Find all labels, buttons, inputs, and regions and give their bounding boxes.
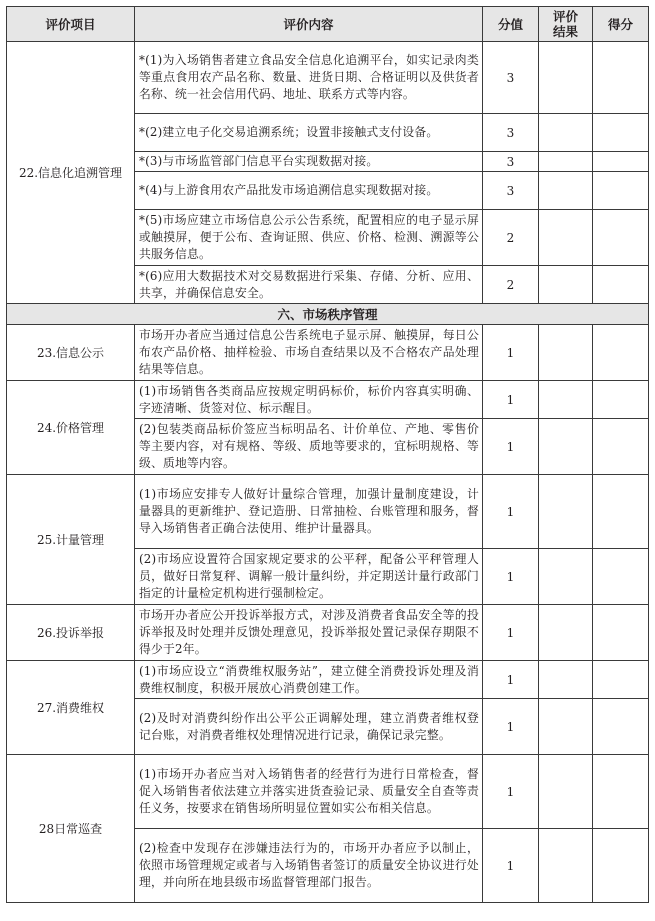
result-cell[interactable] — [539, 172, 593, 210]
result-cell[interactable] — [539, 549, 593, 605]
points-cell[interactable] — [593, 152, 649, 172]
score-28-2: 1 — [483, 829, 539, 903]
content-25-1: (1)市场应安排专人做好计量综合管理，加强计量制度建设，计量器具的更新维护、登记造册、日常抽检、台账管理和服务，督导入场销售者正确合法使用、维护计量器具。 — [135, 475, 483, 549]
content-22-2: *(2)建立电子化交易追溯系统；设置非接触式支付设备。 — [135, 114, 483, 152]
score-22-2: 3 — [483, 114, 539, 152]
result-cell[interactable] — [539, 381, 593, 419]
section-title: 六、市场秩序管理 — [7, 304, 649, 325]
header-content: 评价内容 — [135, 7, 483, 42]
content-22-1: *(1)为入场销售者建立食品安全信息化追溯平台，如实记录肉类等重点食用农产品名称、数量、进货日期、合格证明以及供货者名称、统一社会信用代码、地址、联系方式等内容。 — [135, 42, 483, 114]
header-result — [539, 7, 593, 42]
item-25: 25.计量管理 — [7, 475, 135, 605]
points-cell[interactable] — [593, 605, 649, 661]
content-28-1: (1)市场开办者应当对入场销售者的经营行为进行日常检查，督促入场销售者依法建立并落实进货查验记录、质量安全自查等责任义务，按要求在销售场所明显位置如实公布相关信息。 — [135, 755, 483, 829]
header-result-line1: 评价 — [552, 9, 578, 24]
score-22-1: 3 — [483, 42, 539, 114]
points-cell[interactable] — [593, 829, 649, 903]
points-cell[interactable] — [593, 699, 649, 755]
score-28-1: 1 — [483, 755, 539, 829]
content-25-2: (2)市场应设置符合国家规定要求的公平秤，配备公平秤管理人员，做好日常复秤、调解一般计量纠纷，并定期送计量行政部门指定的计量检定机构进行强制检定。 — [135, 549, 483, 605]
score-24-1: 1 — [483, 381, 539, 419]
content-28-2: (2)检查中发现存在涉嫌违法行为的，市场开办者应予以制止，依照市场管理规定或者与入场销售者签订的质量安全协议进行处理，并向所在地县级市场监督管理部门报告。 — [135, 829, 483, 903]
points-cell[interactable] — [593, 172, 649, 210]
result-cell[interactable] — [539, 699, 593, 755]
header-result-line2: 结果 — [552, 24, 578, 39]
score-22-5: 2 — [483, 210, 539, 266]
content-27-1: (1)市场应设立“消费维权服务站”，建立健全消费投诉处理及消费维权制度，积极开展放心消费创建工作。 — [135, 661, 483, 699]
table-row — [7, 605, 649, 661]
points-cell[interactable] — [593, 419, 649, 475]
header-points: 得分 — [593, 7, 649, 42]
table-row — [7, 661, 649, 699]
points-cell[interactable] — [593, 210, 649, 266]
section-row — [7, 304, 649, 325]
points-cell[interactable] — [593, 661, 649, 699]
score-26-1: 1 — [483, 605, 539, 661]
points-cell[interactable] — [593, 549, 649, 605]
result-cell[interactable] — [539, 325, 593, 381]
points-cell[interactable] — [593, 266, 649, 304]
points-cell[interactable] — [593, 475, 649, 549]
result-cell[interactable] — [539, 42, 593, 114]
table-row — [7, 475, 649, 549]
score-27-2: 1 — [483, 699, 539, 755]
header-item: 评价项目 — [7, 7, 135, 42]
table-row — [7, 42, 649, 114]
score-27-1: 1 — [483, 661, 539, 699]
header-row — [7, 7, 649, 42]
result-cell[interactable] — [539, 266, 593, 304]
item-28: 28日常巡查 — [7, 755, 135, 903]
content-24-2: (2)包装类商品标价签应当标明品名、计价单位、产地、零售价等主要内容，对有规格、等级、质地等要求的，宜标明规格、等级、质地等内容。 — [135, 419, 483, 475]
content-26-1: 市场开办者应公开投诉举报方式，对涉及消费者食品安全等的投诉举报及时处理并反馈处理意见，投诉举报处置记录保存期限不得少于2年。 — [135, 605, 483, 661]
header-score: 分值 — [483, 7, 539, 42]
points-cell[interactable] — [593, 42, 649, 114]
evaluation-table — [6, 6, 649, 903]
item-23: 23.信息公示 — [7, 325, 135, 381]
table-row — [7, 325, 649, 381]
content-24-1: (1)市场销售各类商品应按规定明码标价，标价内容真实明确、字迹清晰、货签对位、标示醒目。 — [135, 381, 483, 419]
result-cell[interactable] — [539, 755, 593, 829]
result-cell[interactable] — [539, 829, 593, 903]
points-cell[interactable] — [593, 325, 649, 381]
content-22-6: *(6)应用大数据技术对交易数据进行采集、存储、分析、应用、共享，并确保信息安全。 — [135, 266, 483, 304]
points-cell[interactable] — [593, 755, 649, 829]
result-cell[interactable] — [539, 114, 593, 152]
result-cell[interactable] — [539, 475, 593, 549]
points-cell[interactable] — [593, 114, 649, 152]
table-row — [7, 381, 649, 419]
result-cell[interactable] — [539, 419, 593, 475]
result-cell[interactable] — [539, 152, 593, 172]
table-row — [7, 755, 649, 829]
content-23-1: 市场开办者应当通过信息公告系统电子显示屏、触摸屏，每日公布农产品价格、抽样检验、市场自查结果以及不合格农产品处理结果等信息。 — [135, 325, 483, 381]
item-24: 24.价格管理 — [7, 381, 135, 475]
result-cell[interactable] — [539, 210, 593, 266]
content-27-2: (2)及时对消费纠纷作出公平公正调解处理，建立消费者维权登记台账，对消费者维权处理情况进行记录，确保记录完整。 — [135, 699, 483, 755]
result-cell[interactable] — [539, 661, 593, 699]
points-cell[interactable] — [593, 381, 649, 419]
score-25-2: 1 — [483, 549, 539, 605]
item-27: 27.消费维权 — [7, 661, 135, 755]
score-22-3: 3 — [483, 152, 539, 172]
score-22-4: 3 — [483, 172, 539, 210]
result-cell[interactable] — [539, 605, 593, 661]
content-22-4: *(4)与上游食用农产品批发市场追溯信息实现数据对接。 — [135, 172, 483, 210]
item-22: 22.信息化追溯管理 — [7, 42, 135, 304]
content-22-3: *(3)与市场监管部门信息平台实现数据对接。 — [135, 152, 483, 172]
score-24-2: 1 — [483, 419, 539, 475]
content-22-5: *(5)市场应建立市场信息公示公告系统，配置相应的电子显示屏或触摸屏，便于公布、查询证照、供应、价格、检测、溯源等公共服务信息。 — [135, 210, 483, 266]
score-23-1: 1 — [483, 325, 539, 381]
score-25-1: 1 — [483, 475, 539, 549]
score-22-6: 2 — [483, 266, 539, 304]
item-26: 26.投诉举报 — [7, 605, 135, 661]
